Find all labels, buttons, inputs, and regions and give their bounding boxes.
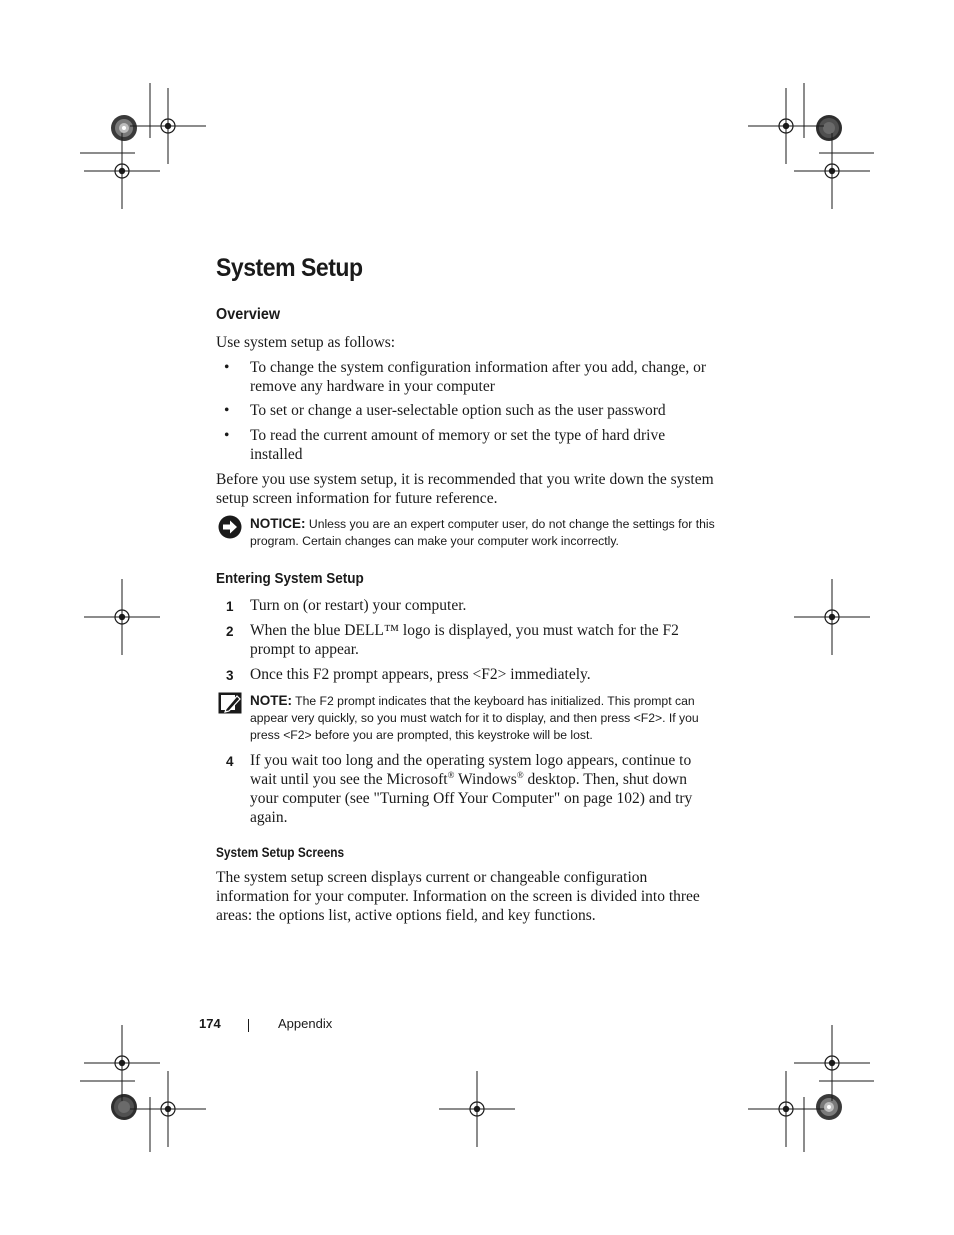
screens-heading: System Setup Screens: [216, 845, 345, 860]
notice-arrow-icon: [218, 515, 242, 539]
bullet-text: To change the system configuration information after you add, change, or remove any hardware in your computer: [250, 359, 707, 395]
starburst-mark: [111, 115, 137, 141]
crosshair-mark: [794, 1025, 870, 1101]
step-item: [216, 665, 716, 684]
step-text: Turn on (or restart) your computer.: [250, 597, 467, 614]
note-pencil-icon: [218, 692, 242, 716]
list-item: • To change the system configuration information after you add, change, or remove any hardware in your computer: [216, 358, 716, 396]
step-text: If you wait too long and the operating system logo appears, continue to wait until you see the Microsoft® Windows® desktop. Then, shut down your computer (see "Turning Off Your Computer" on page 102) and try again.: [250, 752, 693, 826]
crosshair-mark: [794, 579, 870, 655]
registered-mark: ®: [516, 770, 524, 780]
crosshair-mark: [748, 1071, 824, 1147]
crosshair-mark: [439, 1071, 515, 1147]
step-item: [216, 751, 716, 827]
crosshair-mark: [84, 579, 160, 655]
overview-heading: Overview: [216, 306, 281, 323]
note-callout: [216, 692, 716, 744]
page-title: System Setup: [216, 254, 363, 282]
list-item: • To set or change a user-selectable option such as the user password: [216, 401, 716, 420]
notice-label: NOTICE:: [250, 516, 306, 531]
bullet-text: To read the current amount of memory or set the type of hard drive installed: [250, 427, 666, 463]
step-text: When the blue DELL™ logo is displayed, you must watch for the F2 prompt to appear.: [250, 622, 679, 658]
crosshair-mark: [748, 88, 824, 164]
starburst-mark: [816, 1094, 842, 1120]
step-number: 3: [226, 668, 234, 683]
crosshair-mark: [84, 133, 160, 209]
footer-divider: [248, 1019, 249, 1032]
entering-heading: Entering System Setup: [216, 570, 364, 587]
footer-section: Appendix: [278, 1016, 333, 1031]
crosshair-mark: [84, 1025, 160, 1101]
darkball-mark: [816, 115, 842, 141]
page-footer: [0, 1016, 954, 1036]
step-number: 4: [226, 754, 234, 769]
step-item: [216, 596, 716, 615]
crosshair-mark: [794, 133, 870, 209]
darkball-mark: [111, 1094, 137, 1120]
note-text: The F2 prompt indicates that the keyboard has initialized. This prompt can appear very quickly, so you must watch for it to display, and then press <F2>. If you press <F2> before you are prompted, this keystroke will be lost.: [250, 694, 699, 742]
overview-intro: Use system setup as follows:: [216, 334, 396, 351]
recommendation-paragraph: Before you use system setup, it is recommended that you write down the system setup screen information for future reference.: [216, 471, 714, 507]
step-item: [216, 621, 716, 659]
list-item: • To read the current amount of memory or set the type of hard drive installed: [216, 426, 716, 464]
notice-callout: [216, 515, 716, 550]
step-text: Once this F2 prompt appears, press <F2> immediately.: [250, 666, 591, 683]
step-number: 1: [226, 599, 234, 614]
page-number: 174: [199, 1016, 221, 1031]
screens-paragraph: The system setup screen displays current or changeable configuration information for your computer. Information on the screen is divided into three areas: the options list, active options field, and key functions.: [216, 869, 700, 924]
notice-text: Unless you are an expert computer user, do not change the settings for this program. Certain changes can make your computer work incorrectly.: [250, 517, 715, 548]
crosshair-mark: [130, 1071, 206, 1147]
bullet-text: To set or change a user-selectable option such as the user password: [250, 402, 666, 419]
registered-mark: ®: [447, 770, 455, 780]
note-label: NOTE:: [250, 693, 292, 708]
step-number: 2: [226, 624, 234, 639]
crosshair-mark: [130, 88, 206, 164]
